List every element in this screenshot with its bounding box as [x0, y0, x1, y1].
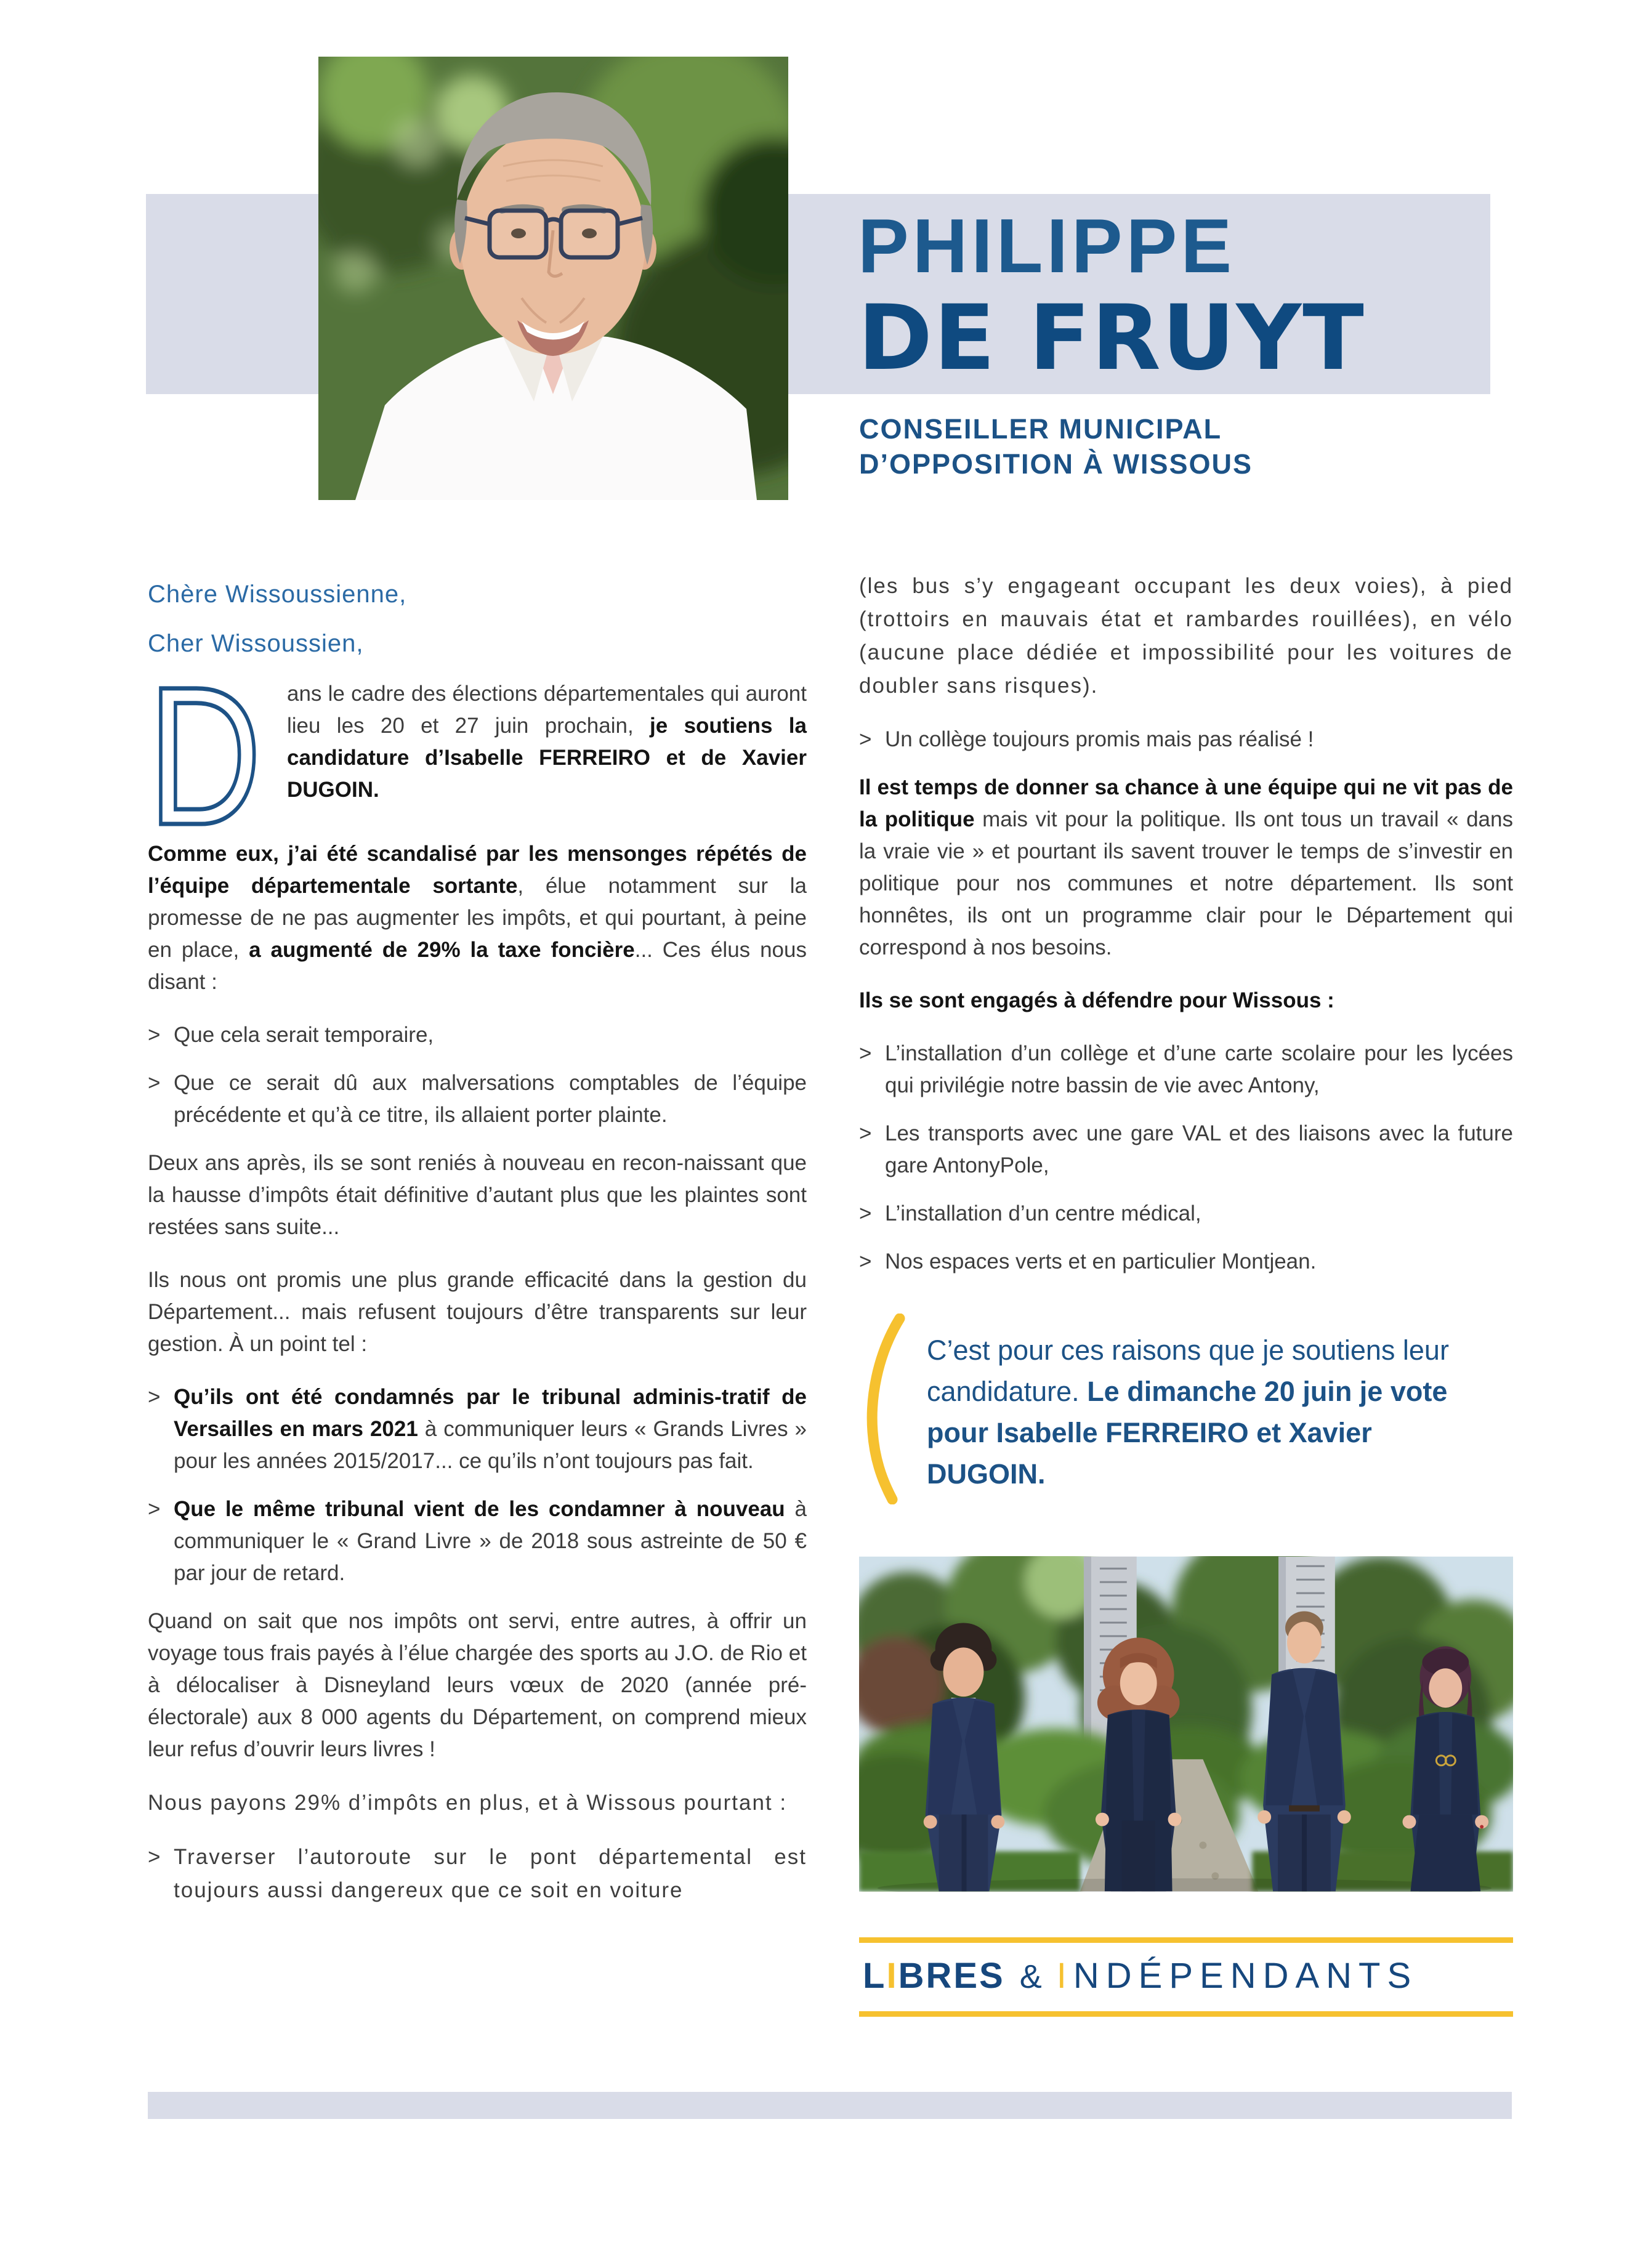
text-segment: BRES — [898, 1956, 1005, 1996]
candidate-title-line2: D’OPPOSITION À WISSOUS — [859, 448, 1253, 480]
text-segment: Qu’ils ont été condamnés par le tribunal adminis-tratif de Versailles en mars 2021 — [174, 1385, 807, 1441]
portrait-illustration — [318, 57, 788, 500]
list-item — [859, 724, 1513, 756]
team-illustration — [859, 1556, 1513, 1892]
text-segment: Quand on sait que nos impôts ont servi, entre autres, à offrir un voyage tous frais payés à l’élue chargée des sports au J.O. de Rio et à délocaliser à Disneyland leurs vœux de 2020 (année pré-électorale) aux 8 000 agents du Département, on comprend mieux leur refus d’ouvrir leurs livres ! — [148, 1609, 807, 1761]
text-segment: mais vit pour la politique. Ils ont tous un travail « dans la vraie vie » et pourtant ils savent trouver le temps de s’investir en politique pour nos communes et notre département. Ils sont honnêtes, ils ont un programme clair pour le Département qui correspond à nos besoins. — [859, 807, 1513, 959]
text-segment: Nos espaces verts et en particulier Montjean. — [885, 1249, 1317, 1273]
bullet-marker: > — [148, 1385, 161, 1409]
bullet-marker: > — [148, 1845, 162, 1869]
portrait-photo — [318, 57, 788, 500]
text-segment: Les transports avec une gare VAL et des liaisons avec la future gare AntonyPole, — [885, 1121, 1513, 1177]
left-column — [148, 570, 807, 1923]
divider-line-top — [859, 1937, 1513, 1943]
libres-independants-logo — [859, 1937, 1513, 2017]
paragraph-equipe — [859, 772, 1513, 964]
paragraph-29pourcent — [148, 1786, 807, 1820]
list-item — [859, 1246, 1513, 1278]
logo-word-independants — [1056, 1956, 1418, 1996]
candidate-last-name: DE FRUYT — [858, 286, 1365, 390]
text-segment: a augmenté de 29% la taxe foncière — [249, 938, 635, 962]
list-item — [148, 1493, 807, 1589]
quote-parenthesis-icon — [863, 1314, 908, 1504]
list-item — [859, 1118, 1513, 1182]
bullet-marker: > — [148, 1071, 161, 1095]
bullet-marker: > — [148, 1023, 161, 1047]
paragraph-pont-suite — [859, 570, 1513, 703]
list-item — [148, 1841, 807, 1907]
text-segment: à communiquer leurs « Grands Livres » pour les années 2015/2017... ce qu’ils n’ont toujours pas fait. — [174, 1417, 807, 1473]
text-segment: Ils nous ont promis une plus grande efficacité dans la gestion du Département... mais refusent toujours d’être transparents sur leur gestion. À un point tel : — [148, 1268, 807, 1356]
bullet-marker: > — [859, 727, 872, 751]
bullet-marker: > — [859, 1121, 872, 1145]
salutation-line1: Chère Wissoussienne, — [148, 581, 407, 608]
logo-ampersand: & — [1019, 1958, 1042, 1995]
quote-block — [863, 1314, 1513, 1504]
paragraph-promesse — [148, 1264, 807, 1360]
divider-line-bottom — [859, 2011, 1513, 2017]
salutation-line2: Cher Wissoussien, — [148, 630, 364, 657]
text-segment — [174, 1381, 807, 1477]
logo-word-libres — [863, 1956, 1005, 1996]
text-segment: Traverser l’autoroute sur le pont départemental est toujours aussi dangereux que ce soit en voiture — [174, 1845, 807, 1902]
text-segment: à communiquer le « Grand Livre » de 2018 sous astreinte de 50 € par jour de retard. — [174, 1497, 807, 1585]
list-item — [859, 1038, 1513, 1102]
bullet-marker: > — [859, 1041, 872, 1065]
text-segment: , élue notamment sur la promesse de ne pas augmenter les impôts, et qui pourtant, à peine en place, — [148, 874, 807, 962]
text-segment: Deux ans après, ils se sont reniés à nouveau en recon-naissant que la hausse d’impôts était définitive d’autant plus que les plaintes sont restées sans suite... — [148, 1151, 807, 1239]
text-segment: L — [863, 1956, 887, 1996]
text-segment: Que le même tribunal vient de les condamner à nouveau — [174, 1497, 785, 1521]
dropcap-letter: D — [148, 645, 262, 866]
text-segment: Comme eux, j’ai été scandalisé par les mensonges répétés de l’équipe départementale sortante — [148, 842, 807, 898]
team-photo — [859, 1556, 1513, 1892]
candidate-title-line1: CONSEILLER MUNICIPAL — [859, 413, 1222, 445]
text-segment: Que ce serait dû aux malversations comptables de l’équipe précédente et qu’à ce titre, ils allaient porter plainte. — [174, 1071, 807, 1127]
text-segment: L’installation d’un collège et d’une carte scolaire pour les lycées qui privilégie notre bassin de vie avec Antony, — [885, 1041, 1513, 1097]
section-heading-engagements: Ils se sont engagés à défendre pour Wissous : — [859, 988, 1334, 1012]
paragraph-intro — [148, 645, 807, 866]
list-item — [859, 1198, 1513, 1230]
logo-text-row — [859, 1943, 1513, 2011]
text-segment: (les bus s’y engageant occupant les deux voies), à pied (trottoirs en mauvais état et rambardes rouillées), en vélo (aucune place dédiée et impossibilité pour les voitures de doubler sans risques). — [859, 574, 1513, 698]
candidate-first-name: PHILIPPE — [858, 204, 1236, 289]
paragraph-impots — [148, 1605, 807, 1766]
candidate-name — [858, 204, 1365, 390]
text-segment: Il est temps de donner sa chance à une équipe qui ne vit pas de la politique — [859, 775, 1513, 831]
text-segment: I — [886, 1956, 898, 1996]
list-item — [148, 1019, 807, 1051]
text-segment: L’installation d’un centre médical, — [885, 1201, 1201, 1225]
text-segment: Un collège toujours promis mais pas réalisé ! — [885, 727, 1314, 751]
text-segment: ... Ces élus nous disant : — [148, 938, 807, 994]
text-segment: NDÉPENDANTS — [1073, 1956, 1418, 1996]
paragraph-deux-ans — [148, 1147, 807, 1243]
text-segment — [174, 1493, 807, 1589]
bullet-marker: > — [148, 1497, 161, 1521]
footer-band — [148, 2092, 1512, 2119]
text-segment: ans le cadre des élections départementales qui auront lieu les 20 et 27 juin prochain, — [287, 682, 807, 738]
text-segment: Que cela serait temporaire, — [174, 1023, 434, 1047]
text-segment: Nous payons 29% d’impôts en plus, et à Wissous pourtant : — [148, 1791, 788, 1815]
quote-text — [927, 1314, 1469, 1504]
text-segment: je soutiens la candidature d’Isabelle FERREIRO et de Xavier DUGOIN. — [287, 714, 807, 802]
list-item — [148, 1067, 807, 1131]
text-segment: C’est pour ces raisons que je soutiens leur candidature. — [927, 1334, 1449, 1407]
text-segment: Le dimanche 20 juin je vote pour Isabelle FERREIRO et Xavier DUGOIN. — [927, 1376, 1448, 1490]
text-segment: I — [1056, 1956, 1073, 1996]
candidate-title — [859, 411, 1253, 482]
list-item — [148, 1381, 807, 1477]
right-column — [859, 570, 1513, 2017]
bullet-marker: > — [859, 1201, 872, 1225]
bullet-marker: > — [859, 1249, 872, 1273]
